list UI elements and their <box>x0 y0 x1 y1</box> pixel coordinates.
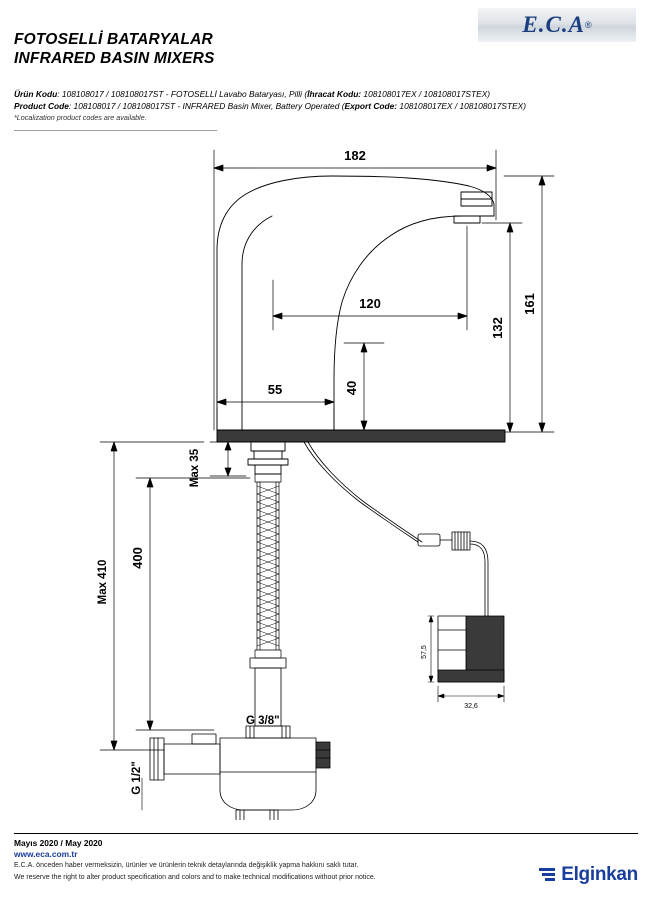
eca-logo-text: E.C.A <box>522 12 585 37</box>
label-max-35: Max 35 <box>189 448 201 487</box>
dimension-120 <box>273 226 467 330</box>
page-title <box>14 30 215 69</box>
product-code-english <box>14 100 638 112</box>
localization-note: *Localization product codes are available. <box>14 113 147 123</box>
product-code-turkish <box>14 88 638 100</box>
dimension-400 <box>136 478 250 730</box>
export-code-tr-value: 108108017EX / 108108017STEX) <box>361 89 491 99</box>
label-55: 55 <box>267 381 283 397</box>
battery-box <box>438 616 504 682</box>
label-max-410: Max 410 <box>97 559 109 605</box>
label-g12: G 1/2" <box>131 761 143 795</box>
export-code-en-value: 108108017EX / 108108017STEX) <box>397 101 527 112</box>
label-g38: G 3/8" <box>246 714 280 727</box>
faucet-base <box>217 430 505 474</box>
page-footer <box>14 833 638 890</box>
label-161: 161 <box>522 292 537 315</box>
footer-date: Mayıs 2020 / May 2020 <box>14 838 103 848</box>
angle-valve <box>150 658 330 820</box>
page-header <box>14 0 638 86</box>
sensor-cable <box>304 442 488 616</box>
footer-disclaimer-tr: E.C.A. önceden haber vermeksizin, ürünler ve ürünlerin teknik detaylarında değişiklik yapma hakkını saklı tutar. <box>14 862 359 869</box>
drawing-canvas <box>14 130 638 820</box>
label-400: 400 <box>130 546 145 569</box>
footer-website-link[interactable]: www.eca.com.tr <box>14 849 78 859</box>
dimension-max-410 <box>100 442 204 750</box>
elginkan-name: Elginkan <box>561 864 638 885</box>
title-turkish: FOTOSELLİ BATARYALAR <box>14 31 213 48</box>
label-132: 132 <box>490 316 505 339</box>
product-code-tr-label: Ürün Kodu <box>14 89 58 99</box>
footer-disclaimer-en: We reserve the right to alter product specification and colors and to make technical modifications without prior notice. <box>14 873 376 881</box>
title-english: INFRARED BASIN MIXERS <box>14 50 215 68</box>
technical-drawing <box>14 130 638 820</box>
elginkan-logo <box>539 864 638 886</box>
product-code-en-label: Product Code <box>14 101 69 112</box>
product-code-en-value: : 108108017 / 108108017ST - INFRARED Basin Mixer, Battery Operated ( <box>68 101 345 112</box>
product-code-block <box>14 88 638 124</box>
dimension-max-35 <box>210 442 246 476</box>
product-code-tr-value: : 108108017 / 108108017ST - FOTOSELLİ Lavabo Bataryası, Pilli ( <box>57 89 308 99</box>
flexible-hose <box>255 474 281 658</box>
export-code-en-label: Export Code: <box>344 101 398 112</box>
elginkan-bars-icon <box>539 868 555 883</box>
export-code-tr-label: İhracat Kodu: <box>307 89 362 99</box>
label-battery-height: 57,5 <box>421 645 428 659</box>
label-40: 40 <box>344 380 359 396</box>
dimension-55 <box>14 130 334 430</box>
label-battery-width: 32,6 <box>464 702 478 710</box>
footer-divider <box>14 833 638 834</box>
eca-logo <box>478 8 636 42</box>
label-182: 182 <box>344 147 366 163</box>
label-120: 120 <box>359 295 381 311</box>
registered-trademark-icon: ® <box>584 20 592 30</box>
